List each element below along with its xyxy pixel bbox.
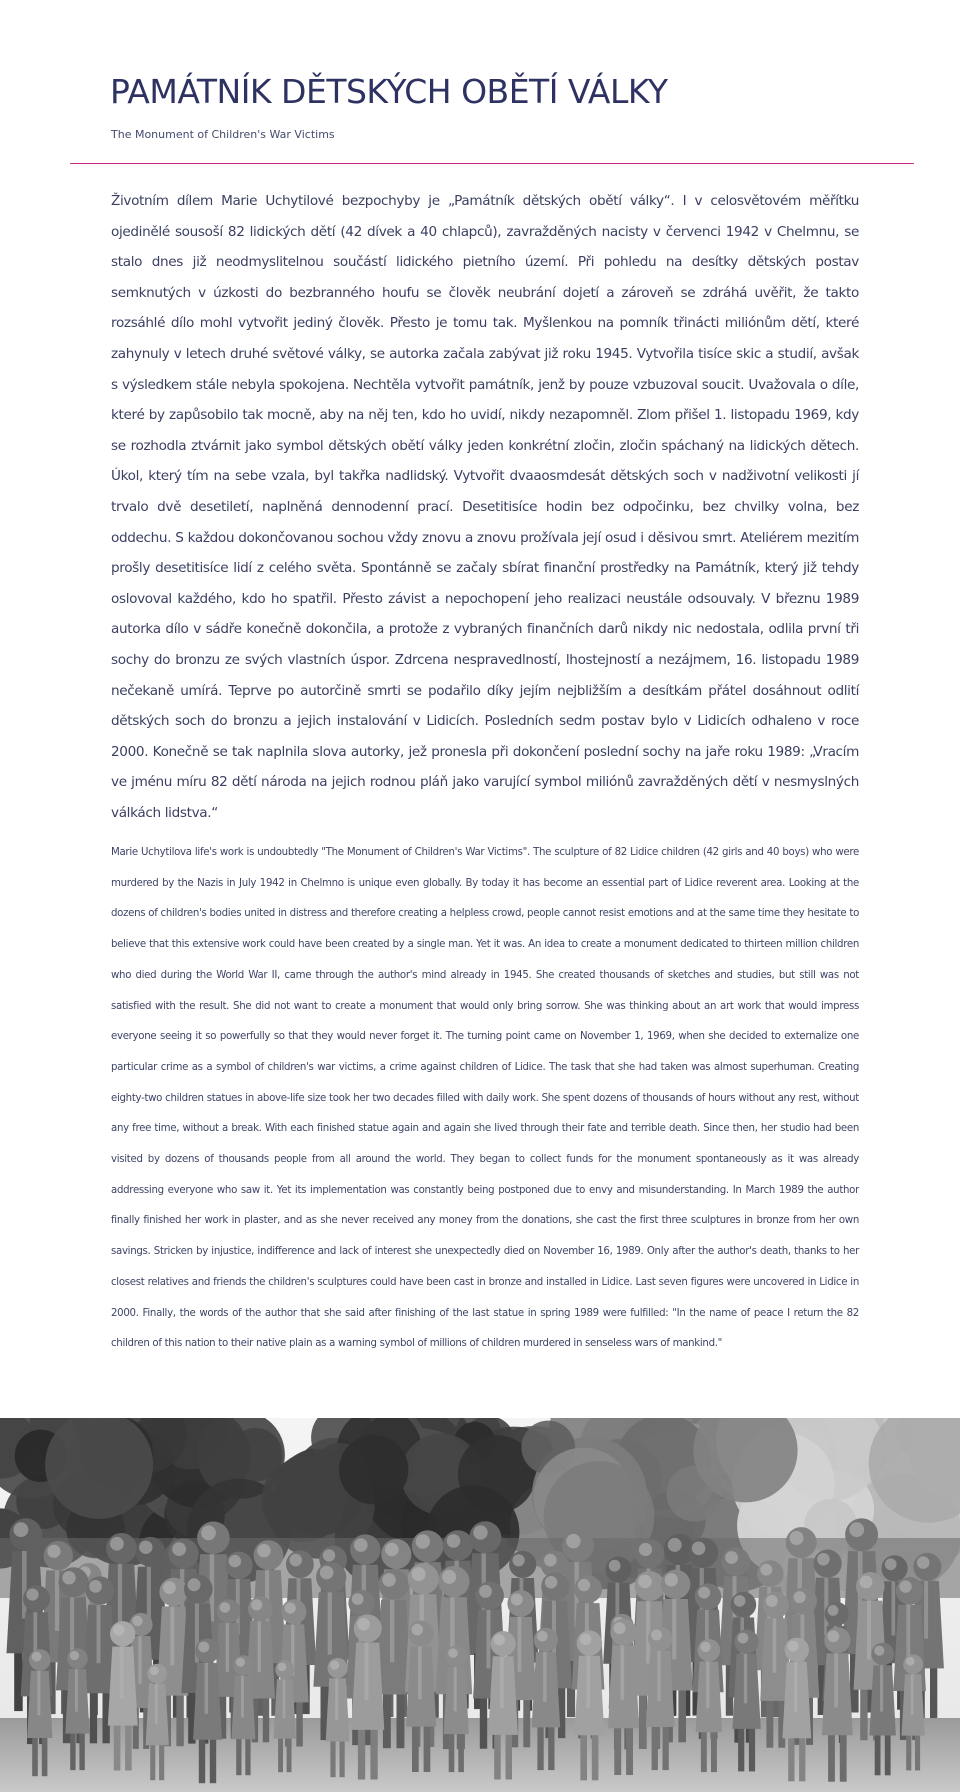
title-divider — [70, 163, 914, 164]
monument-photo — [0, 1418, 960, 1792]
tree-foliage — [339, 1435, 408, 1504]
czech-paragraph: Životním dílem Marie Uchytilové bezpochyby je „Památník dětských obětí války“. I v celosvětovém měřítku ojedinělé sousoší 82 lidických dětí (42 dívek a 40 chlapců), zavražděných nacisty v červenci 1942 v Chelmnu, se stalo dnes již neodmyslitelnou součástí lidického pietního území. Při pohledu na desítky dětských postav semknutých v úzkosti do bezbranného houfu se člověk neubrání dojetí a zároveň se zdráhá uvěřit, že takto rozsáhlé dílo mohl vytvořit jediný člověk. Přesto je tomu tak. Myšlenkou na pomník třinácti miliónům dětí, které zahynuly v letech druhé světové války, se autorka začala zabývat již roku 1945. Vytvořila tisíce skic a studií, avšak s výsledkem stále nebyla spokojena. Nechtěla vytvořit památník, jenž by pouze vzbuzoval soucit. Uvažovala o díle, které by zapůsobilo tak mocně, aby na něj ten, kdo ho uvidí, nikdy nezapomněl. Zlom přišel 1. listopadu 1969, kdy se rozhodla ztvárnit jako symbol dětských obětí války jeden konkrétní zločin, zločin spáchaný na lidických dětech. Úkol, který tím na sebe vzala, byl takřka nadlidský. Vytvořit dvaaosmdesát dětských soch v nadživotní velikosti jí trvalo dvě desetiletí, naplněná dennodenní prací. Desetitisíce hodin bez odpočinku, bez chvilky volna, bez oddechu. S každou dokončovanou sochou vždy znovu a znovu prožívala její osud i děsivou smrt. Ateliérem mezitím prošly desetitisíce lidí z celého světa. Spontánně se začaly sbírat finanční prostředky na Památník, který již tehdy oslovoval každého, kdo ho spatřil. Přesto závist a nepochopení jeho realizaci neustále odsouvaly. V březnu 1989 autorka dílo v sádře konečně dokončila, a protože z vybraných finančních darů nikdy nic nedostala, odlila první tři sochy do bronzu ze svých vlastních úspor. Zdrcena nespravedlností, lhostejností a nezájmem, 16. listopadu 1989 nečekaně umírá. Teprve po autorčině smrti se podařilo díky jejím nejbližším a desítkám přátel dosáhnout odlití dětských soch do bronzu a jejich instalování v Lidicích. Posledních sedm postav bylo v Lidicích odhaleno v roce 2000. Konečně se tak naplnila slova autorky, jež pronesla při dokončení poslední sochy na jaře roku 1989: „Vracím ve jménu míru 82 dětí národa na jejich rodnou pláň jako varující symbol miliónů zavražděných dětí v nesmyslných válkách lidstva.“ — [111, 193, 859, 821]
page-title: PAMÁTNÍK DĚTSKÝCH OBĚTÍ VÁLKY — [110, 72, 668, 111]
english-paragraph: Marie Uchytilova life's work is undoubtedly "The Monument of Children's War Victims". The sculpture of 82 Lidice children (42 girls and 40 boys) who were murdered by the Nazis in July 1942 in Chelmno is unique even globally. By today it has become an essential part of Lidice reverent area. Looking at the dozens of children's bodies united in distress and therefore creating a helpless crowd, people cannot resist emotions and at the same time they hesitate to believe that this extensive work could have been created by a single man. Yet it was. An idea to create a monument dedicated to thirteen million children who died during the World War II, came through the author's mind already in 1945. She created thousands of sketches and studies, but still was not satisfied with the result. She did not want to create a monument that would only bring sorrow. She was thinking about an art work that would impress everyone seeing it so powerfully so that they would never forget it. The turning point came on November 1, 1969, when she decided to externalize one particular crime as a symbol of children's war victims, a crime against children of Lidice. The task that she had taken was almost superhuman. Creating eighty-two children statues in above-life size took her two decades filled with daily work. She spent dozens of thousands of hours without any rest, without any free time, without a break. With each finished statue again and again she lived through their fate and terrible death. Since then, her studio had been visited by dozens of thousands people from all around the world. They began to collect funds for the monument spontaneously as it was already addressing everyone who saw it. Yet its implementation was constantly being postponed due to envy and misunderstanding. In March 1989 the author finally finished her work in plaster, and as she never received any money from the donations, she cast the first three sculptures in bronze from her own savings. Stricken by injustice, indifference and lack of interest she unexpectedly died on November 16, 1989. Only after the author's death, thanks to her closest relatives and friends the children's sculptures could have been cast in bronze and installed in Lidice. Last seven figures were uncovered in Lidice in 2000. Finally, the words of the author that she said after finishing of the last statue in spring 1989 were fulfilled: "In the name of peace I return the 82 children of this nation to their native plain as a warning symbol of millions of children murdered in senseless wars of mankind." — [111, 847, 859, 1350]
page-subtitle: The Monument of Children's War Victims — [111, 128, 335, 141]
monument-photo-icon — [0, 1418, 960, 1792]
